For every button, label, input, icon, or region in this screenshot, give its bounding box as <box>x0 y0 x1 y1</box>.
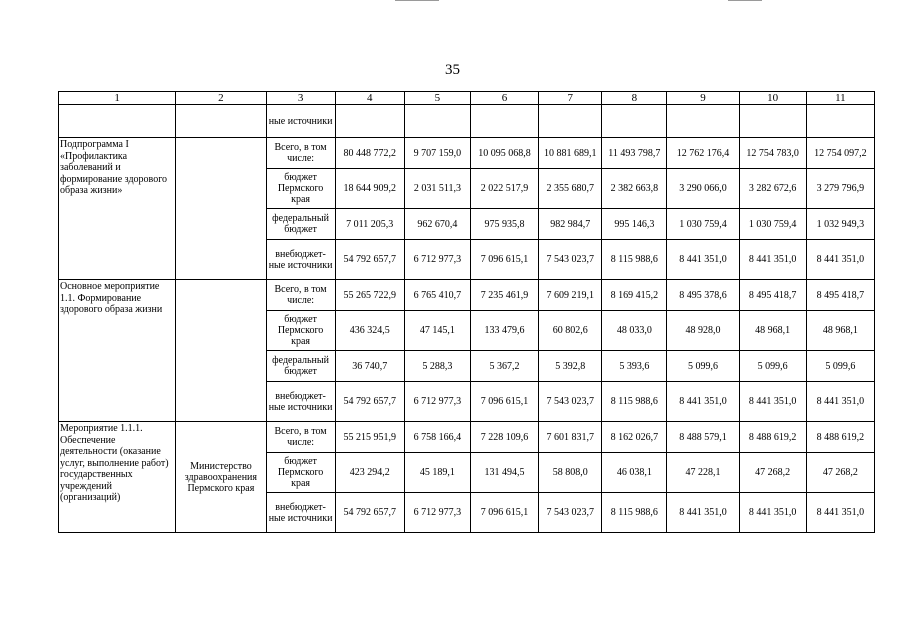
amount-cell: 8 488 579,1 <box>667 422 739 453</box>
amount-cell: 8 441 351,0 <box>667 240 739 280</box>
amount-cell: 48 968,1 <box>806 311 874 351</box>
column-number: 3 <box>266 92 335 105</box>
amount-cell: 7 601 831,7 <box>539 422 602 453</box>
amount-cell: 47 268,2 <box>739 453 806 493</box>
column-number: 11 <box>806 92 874 105</box>
amount-cell: 8 441 351,0 <box>739 240 806 280</box>
amount-cell: 8 441 351,0 <box>739 493 806 533</box>
amount-cell: 54 792 657,7 <box>335 240 404 280</box>
amount-cell: 8 162 026,7 <box>602 422 667 453</box>
amount-cell: 12 754 783,0 <box>739 138 806 169</box>
column-number: 10 <box>739 92 806 105</box>
amount-cell: 995 146,3 <box>602 209 667 240</box>
budget-table-body <box>59 92 875 533</box>
amount-cell: 54 792 657,7 <box>335 493 404 533</box>
table-row <box>59 138 875 169</box>
amount-cell: 6 712 977,3 <box>404 382 470 422</box>
amount-cell: 6 758 166,4 <box>404 422 470 453</box>
amount-cell: 3 282 672,6 <box>739 169 806 209</box>
amount-cell: 5 393,6 <box>602 351 667 382</box>
funding-source-cell: бюджет Пермского края <box>266 453 335 493</box>
amount-cell: 46 038,1 <box>602 453 667 493</box>
amount-cell: 5 392,8 <box>539 351 602 382</box>
amount-cell: 48 968,1 <box>739 311 806 351</box>
value-cell <box>470 105 538 138</box>
column-number: 9 <box>667 92 739 105</box>
amount-cell: 8 441 351,0 <box>667 493 739 533</box>
amount-cell: 55 265 722,9 <box>335 280 404 311</box>
name-cell <box>59 105 176 138</box>
amount-cell: 8 488 619,2 <box>739 422 806 453</box>
amount-cell: 5 288,3 <box>404 351 470 382</box>
amount-cell: 11 493 798,7 <box>602 138 667 169</box>
amount-cell: 436 324,5 <box>335 311 404 351</box>
funding-source-cell: Всего, в том числе: <box>266 280 335 311</box>
amount-cell: 48 033,0 <box>602 311 667 351</box>
amount-cell: 982 984,7 <box>539 209 602 240</box>
amount-cell: 3 290 066,0 <box>667 169 739 209</box>
value-cell <box>539 105 602 138</box>
amount-cell: 2 031 511,3 <box>404 169 470 209</box>
amount-cell: 7 096 615,1 <box>470 493 538 533</box>
amount-cell: 60 802,6 <box>539 311 602 351</box>
budget-table <box>58 91 875 533</box>
amount-cell: 7 228 109,6 <box>470 422 538 453</box>
executor-cell <box>176 138 266 280</box>
amount-cell: 7 011 205,3 <box>335 209 404 240</box>
amount-cell: 9 707 159,0 <box>404 138 470 169</box>
amount-cell: 8 441 351,0 <box>739 382 806 422</box>
funding-source-cell: внебюджет-ные источники <box>266 382 335 422</box>
value-cell <box>667 105 739 138</box>
program-name-cell: Основное мероприятие 1.1. Формирование здорового образа жизни <box>59 280 176 422</box>
funding-source-cell: федеральный бюджет <box>266 209 335 240</box>
amount-cell: 5 099,6 <box>806 351 874 382</box>
amount-cell: 47 268,2 <box>806 453 874 493</box>
amount-cell: 5 367,2 <box>470 351 538 382</box>
value-cell <box>404 105 470 138</box>
amount-cell: 8 441 351,0 <box>806 240 874 280</box>
source-cell: ные источники <box>266 105 335 138</box>
value-cell <box>335 105 404 138</box>
amount-cell: 5 099,6 <box>739 351 806 382</box>
amount-cell: 6 765 410,7 <box>404 280 470 311</box>
amount-cell: 7 096 615,1 <box>470 240 538 280</box>
funding-source-cell: Всего, в том числе: <box>266 138 335 169</box>
value-cell <box>602 105 667 138</box>
amount-cell: 962 670,4 <box>404 209 470 240</box>
amount-cell: 8 441 351,0 <box>667 382 739 422</box>
amount-cell: 8 169 415,2 <box>602 280 667 311</box>
amount-cell: 2 355 680,7 <box>539 169 602 209</box>
amount-cell: 54 792 657,7 <box>335 382 404 422</box>
amount-cell: 8 115 988,6 <box>602 493 667 533</box>
column-number: 5 <box>404 92 470 105</box>
amount-cell: 7 543 023,7 <box>539 493 602 533</box>
executor-cell <box>176 105 266 138</box>
funding-source-cell: федеральный бюджет <box>266 351 335 382</box>
value-cell <box>806 105 874 138</box>
amount-cell: 7 609 219,1 <box>539 280 602 311</box>
amount-cell: 55 215 951,9 <box>335 422 404 453</box>
table-row <box>59 280 875 311</box>
column-number: 7 <box>539 92 602 105</box>
amount-cell: 8 488 619,2 <box>806 422 874 453</box>
amount-cell: 18 644 909,2 <box>335 169 404 209</box>
amount-cell: 8 115 988,6 <box>602 240 667 280</box>
column-number-row <box>59 92 875 105</box>
executor-cell <box>176 280 266 422</box>
amount-cell: 47 145,1 <box>404 311 470 351</box>
amount-cell: 1 032 949,3 <box>806 209 874 240</box>
amount-cell: 3 279 796,9 <box>806 169 874 209</box>
column-number: 1 <box>59 92 176 105</box>
amount-cell: 7 543 023,7 <box>539 240 602 280</box>
amount-cell: 975 935,8 <box>470 209 538 240</box>
amount-cell: 1 030 759,4 <box>739 209 806 240</box>
amount-cell: 7 543 023,7 <box>539 382 602 422</box>
amount-cell: 12 754 097,2 <box>806 138 874 169</box>
amount-cell: 423 294,2 <box>335 453 404 493</box>
continuation-row <box>59 105 875 138</box>
amount-cell: 8 441 351,0 <box>806 493 874 533</box>
amount-cell: 80 448 772,2 <box>335 138 404 169</box>
column-number: 6 <box>470 92 538 105</box>
value-cell <box>739 105 806 138</box>
amount-cell: 6 712 977,3 <box>404 493 470 533</box>
funding-source-cell: внебюджет-ные источники <box>266 240 335 280</box>
column-number: 8 <box>602 92 667 105</box>
amount-cell: 7 235 461,9 <box>470 280 538 311</box>
funding-source-cell: Всего, в том числе: <box>266 422 335 453</box>
table-row <box>59 422 875 453</box>
amount-cell: 1 030 759,4 <box>667 209 739 240</box>
amount-cell: 48 928,0 <box>667 311 739 351</box>
funding-source-cell: бюджет Пермского края <box>266 311 335 351</box>
amount-cell: 6 712 977,3 <box>404 240 470 280</box>
amount-cell: 7 096 615,1 <box>470 382 538 422</box>
amount-cell: 12 762 176,4 <box>667 138 739 169</box>
funding-source-cell: внебюджет-ные источники <box>266 493 335 533</box>
amount-cell: 10 881 689,1 <box>539 138 602 169</box>
amount-cell: 8 441 351,0 <box>806 382 874 422</box>
page-number: 35 <box>445 62 460 78</box>
amount-cell: 47 228,1 <box>667 453 739 493</box>
amount-cell: 10 095 068,8 <box>470 138 538 169</box>
amount-cell: 8 495 418,7 <box>806 280 874 311</box>
executor-cell: Министерство здравоохранения Пермского края <box>176 422 266 533</box>
column-number: 4 <box>335 92 404 105</box>
amount-cell: 5 099,6 <box>667 351 739 382</box>
program-name-cell: Подпрограмма I «Профилактика заболеваний и формирование здорового образа жизни» <box>59 138 176 280</box>
amount-cell: 8 495 378,6 <box>667 280 739 311</box>
amount-cell: 2 022 517,9 <box>470 169 538 209</box>
funding-source-cell: бюджет Пермского края <box>266 169 335 209</box>
amount-cell: 8 115 988,6 <box>602 382 667 422</box>
amount-cell: 8 495 418,7 <box>739 280 806 311</box>
amount-cell: 131 494,5 <box>470 453 538 493</box>
amount-cell: 2 382 663,8 <box>602 169 667 209</box>
amount-cell: 58 808,0 <box>539 453 602 493</box>
program-name-cell: Мероприятие 1.1.1. Обеспечение деятельности (оказание услуг, выполнение работ) государственных учреждений (организаций) <box>59 422 176 533</box>
amount-cell: 133 479,6 <box>470 311 538 351</box>
amount-cell: 36 740,7 <box>335 351 404 382</box>
column-number: 2 <box>176 92 266 105</box>
amount-cell: 45 189,1 <box>404 453 470 493</box>
